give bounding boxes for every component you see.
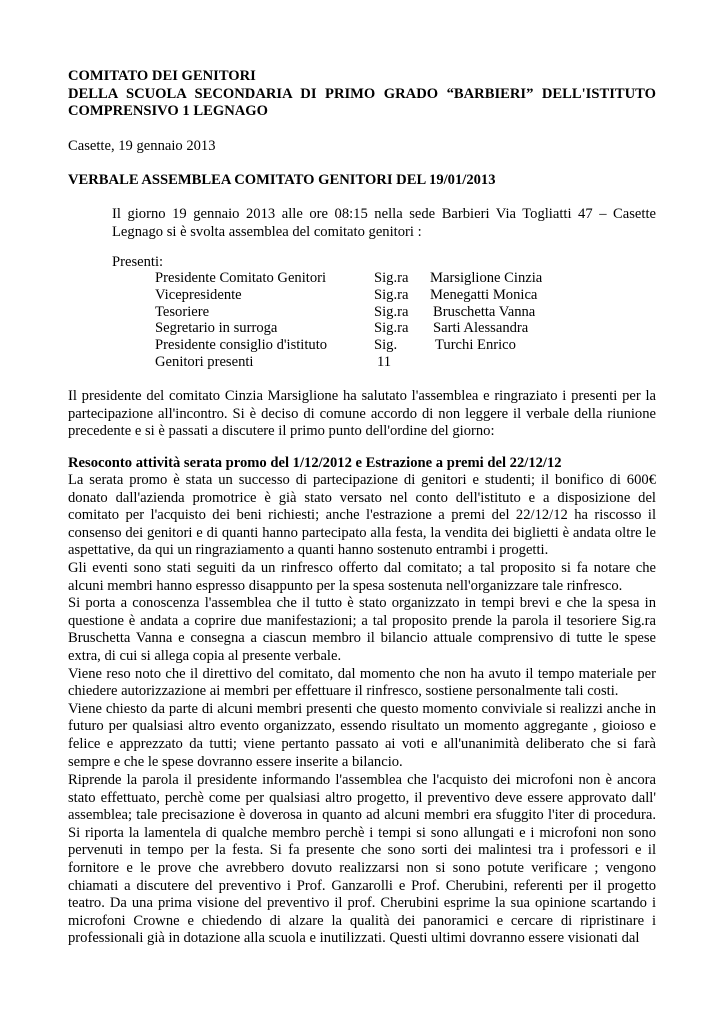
- attendee-title: Sig.ra: [374, 304, 409, 320]
- attendee-role: Genitori presenti: [155, 354, 254, 370]
- attendee-role: Presidente Comitato Genitori: [155, 270, 327, 286]
- attendee-title: Sig.ra: [374, 287, 409, 303]
- attendee-row: [155, 354, 575, 371]
- intro-paragraph: Il giorno 19 gennaio 2013 alle ore 08:15 nella sede Barbieri Via Togliatti 47 – Casette Legnago si è svolta assemblea del comitato genitori :: [112, 206, 656, 240]
- document-title: VERBALE ASSEMBLEA COMITATO GENITORI DEL 19/01/2013: [68, 172, 496, 188]
- opening-paragraph: Il presidente del comitato Cinzia Marsiglione ha salutato l'assemblea e ringraziato i presenti per la partecipazione all'incontro. Si è deciso di comune accordo di non leggere il verbale della riunione precedente e si è passati a discutere il primo punto dell'ordine del giorno:: [68, 388, 656, 440]
- section-1-paragraph: Gli eventi sono stati seguiti da un rinfresco offerto dal comitato; a tal proposito si fa notare che alcuni membri hanno espresso disappunto per la spesa sostenuta nell'organizzare tale rinfresco.: [68, 559, 656, 594]
- section-1-body: [68, 472, 656, 771]
- attendee-name: Menegatti Monica: [430, 287, 538, 303]
- section-1-paragraph: Si porta a conoscenza l'assemblea che il tutto è stato organizzato in tempi brevi e che la spesa in questione è andata a coprire due manifestazioni; a tal proposito prende la parola il tesoriere Sig.ra Bruschetta Vanna e consegna a ciascun membro il bilancio attuale comprensivo di tutte le spese extra, di cui si allega copia al presente verbale.: [68, 595, 656, 664]
- section-1-paragraph: Viene reso noto che il direttivo del comitato, dal momento che non ha avuto il tempo materiale per chiedere autorizzazione ai membri per effettuare il rinfresco, sostiene personalmente tali costi.: [68, 665, 656, 700]
- attendee-row: [155, 304, 575, 321]
- attendee-role: Tesoriere: [155, 304, 210, 320]
- section-2-paragraph: Riprende la parola il presidente informando l'assemblea che l'acquisto dei microfoni non è ancora stato effettuato, perchè come per qualsiasi altro progetto, il preventivo deve essere approvato dall' assemblea; tale precisazione è doverosa in quanto ad alcuni membri era sfuggito l'iter di procedura. Si riporta la lamentela di qualche membro perchè i tempi si sono allungati e i microfoni non sono pervenuti in tempo per la festa. Si fa presente che sono sorti dei malintesi tra i professori e il fornitore e le prove che avrebbero dovuto realizzarsi non si sono potute verificare ; vengono chiamati a discutere del preventivo i Prof. Ganzarolli e Prof. Cherubini, referenti per il progetto teatro. Da una prima visione del preventivo il prof. Cherubini esprime la sua opinione scartando i microfoni Crowne e chiedendo di alzare la qualità dei panoramici e cercare di ripristinare i professionali già in dotazione alla scuola e inutilizzati. Questi ultimi dovranno essere visionati dal: [68, 772, 656, 947]
- attendee-row: [155, 320, 575, 337]
- presenti-label: Presenti:: [112, 254, 164, 270]
- header-line-2: DELLA SCUOLA SECONDARIA DI PRIMO GRADO “BARBIERI” DELL'ISTITUTO: [68, 85, 656, 102]
- attendee-name: Marsiglione Cinzia: [430, 270, 543, 286]
- attendee-role: Presidente consiglio d'istituto: [155, 337, 328, 353]
- place-date: Casette, 19 gennaio 2013: [68, 138, 216, 154]
- attendee-role: Segretario in surroga: [155, 320, 278, 336]
- attendee-title: Sig.ra: [374, 320, 409, 336]
- section-1-paragraph: La serata promo è stata un successo di partecipazione di genitori e studenti; il bonifico di 600€ donato dall'azienda promotrice è già stato versato nel conto dell'istituto e a disposizione del comitato per l'acquisto dei beni richiesti; anche l'estrazione a premi del 22/12/12 ha riscosso il consenso dei genitori e di quanti hanno partecipato alla festa, la vendita dei biglietti è andata oltre le aspettative, da qui un ringraziamento a quanti hanno sostenuto entrambi i progetti.: [68, 472, 656, 559]
- attendee-title: Sig.: [374, 337, 398, 353]
- header-line-1: COMITATO DEI GENITORI: [68, 68, 256, 84]
- attendee-count: 11: [377, 354, 392, 370]
- attendee-name: Bruschetta Vanna: [433, 304, 536, 320]
- attendee-name: Turchi Enrico: [435, 337, 516, 353]
- section-1-title: Resoconto attività serata promo del 1/12/2012 e Estrazione a premi del 22/12/12: [68, 455, 562, 471]
- attendee-role: Vicepresidente: [155, 287, 242, 303]
- header-line-3: COMPRENSIVO 1 LEGNAGO: [68, 103, 268, 120]
- attendee-row: [155, 287, 575, 304]
- attendee-row: [155, 337, 575, 354]
- attendee-name: Sarti Alessandra: [433, 320, 529, 336]
- attendee-row: [155, 270, 575, 287]
- section-1-paragraph: Viene chiesto da parte di alcuni membri presenti che questo momento conviviale si realizzi anche in futuro per qualsiasi altro evento organizzato, essendo risultato un momento aggregante , gioioso e felice e apprezzato da tutti; viene pertanto passato ai voti e all'unanimità deliberato che si farà sempre e che le spese dovranno essere inserite a bilancio.: [68, 700, 656, 770]
- attendee-title: Sig.ra: [374, 270, 409, 286]
- document-header: [68, 68, 656, 121]
